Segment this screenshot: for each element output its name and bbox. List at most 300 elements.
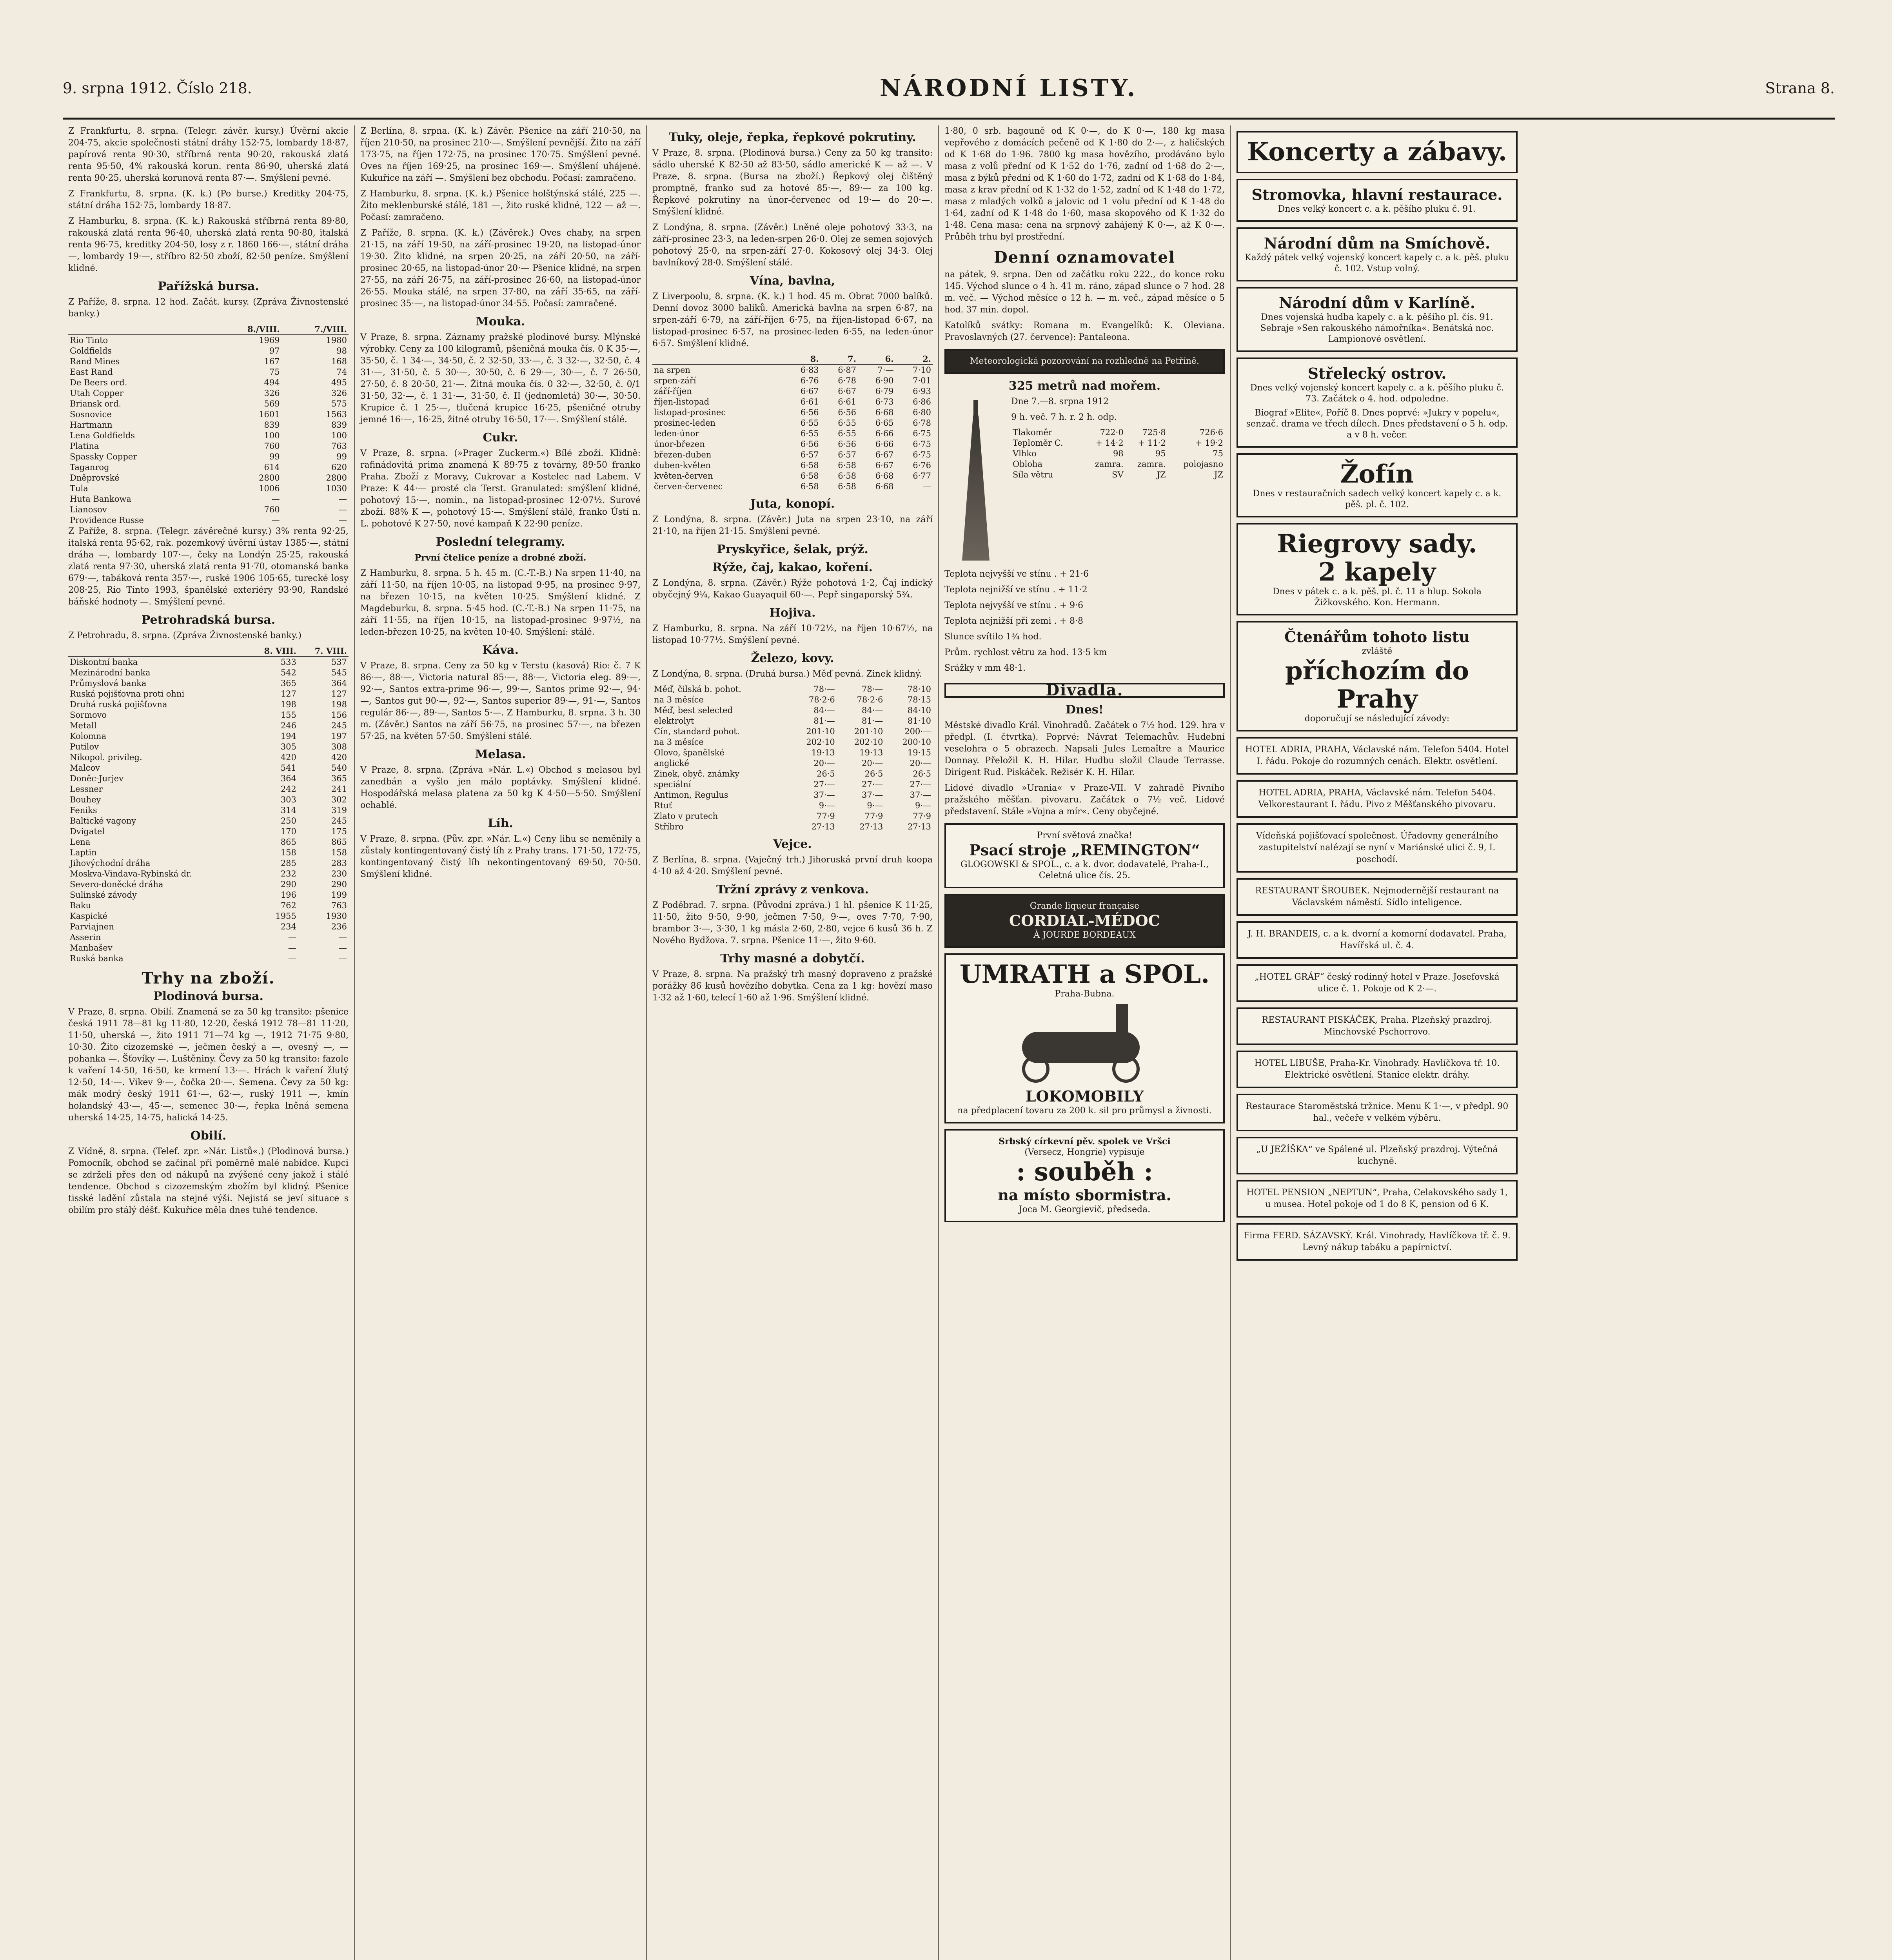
london-oils: Z Londýna, 8. srpna. (Závěr.) Lněné oleje pohotový 33·3, na září-prosinec 23·3, na leden-srpen 26·0. Olej ze semen sojových pohotový 25·0, na srpen-září 27·0. Kokosový olej 34·3. Olej bavlníkový 28·0. Smýšlení stálé. xyxy=(652,223,933,268)
table-row xyxy=(68,795,349,805)
smichov-title: Národní dům na Smíchově. xyxy=(1264,234,1491,252)
table-cell: 6·58 xyxy=(800,471,819,481)
table-cell: 1030 xyxy=(326,484,347,493)
table-header-cell: 7./VIII. xyxy=(281,324,349,335)
table-cell: 156 xyxy=(331,710,347,720)
table-cell: 364 xyxy=(331,679,347,688)
table-cell: 127 xyxy=(280,689,296,699)
strelecky-ad xyxy=(1237,358,1518,448)
table-cell: 6·73 xyxy=(875,397,894,407)
table-cell: 167 xyxy=(264,357,280,366)
table-cell: Olovo, španělské xyxy=(654,748,724,757)
locomobile-icon xyxy=(1006,1004,1163,1083)
table-cell: leden-únor xyxy=(654,429,699,438)
table-row xyxy=(68,890,349,900)
table-cell: Mezinárodní banka xyxy=(70,668,151,677)
remington-ad-address: GLOGOWSKI & SPOL., c. a k. dvor. dodavatelé, Praha-I., Celetná ulice čís. 25. xyxy=(960,860,1209,880)
table-row xyxy=(652,471,933,481)
table-cell: 545 xyxy=(331,668,347,677)
telegrams-text: Z Hamburku, 8. srpna. 5 h. 45 m. (C.-T.-B.) Na srpen 11·40, na září 11·50, na říjen 10·05, na listopad 9·95, na prosinec 9·97, na březen 10·15, na květen 10·25. Smýšlení klidné. Z Magdeburku, 8. srpna. 5·45 hod. (C.-T.-B.) Na srpen 11·75, na září 11·55, na říjen 10·15, na listopad-prosinec 9·97½, na leden-březen 10·25, na květen 10·40. Smýšlení: stálé. xyxy=(360,568,641,637)
cordial-ad-line: Grande liqueur française xyxy=(1030,901,1140,911)
choir-ad-line: Srbský církevní pěv. spolek ve Vršci xyxy=(999,1136,1171,1147)
choir-ad-subtitle: na místo sbormistra. xyxy=(998,1186,1171,1204)
telegrams-subtitle: První čtelice peníze a drobné zboží. xyxy=(414,553,586,563)
table-body xyxy=(652,365,933,492)
table-cell: + 14·2 xyxy=(1095,438,1124,448)
table-cell: 6·79 xyxy=(875,387,894,396)
table-cell: Parviajnen xyxy=(70,922,114,931)
table-cell: 200·— xyxy=(904,727,931,736)
riegrovy-sady-ad xyxy=(1237,523,1518,615)
table-cell: 158 xyxy=(280,848,296,857)
table-cell: 6·75 xyxy=(913,450,931,459)
table-cell: 175 xyxy=(331,827,347,836)
paris-bourse-table xyxy=(68,324,349,526)
table-cell: 285 xyxy=(280,858,296,868)
table-cell: 7·10 xyxy=(913,365,931,375)
table-cell: 199 xyxy=(331,890,347,900)
list-item: RESTAURANT ŠROUBEK. Nejmodernější restaurant na Václavském náměstí. Sídlo inteligence. xyxy=(1237,878,1518,916)
table-cell: Malcov xyxy=(70,763,100,773)
table-header-cell xyxy=(68,646,247,657)
table-header xyxy=(68,646,349,657)
table-cell: Stříbro xyxy=(654,822,684,831)
list-item: Srážky v mm 48·1. xyxy=(944,663,1026,673)
table-row xyxy=(68,773,349,784)
cordial-ad-title: CORDIAL-MÉDOC xyxy=(1009,912,1160,929)
table-row xyxy=(652,407,933,418)
table-row xyxy=(68,911,349,922)
list-item: Teplota nejnižší ve stínu . + 11·2 xyxy=(944,585,1088,595)
table-cell: 865 xyxy=(280,837,296,847)
grain-text: Z Vídně, 8. srpna. (Telef. zpr. »Nár. Listů«.) (Plodinová bursa.) Pomocník, obchod se začínal při poměrně malé nabídce. Kupci se zdrželi přes den od nákupů na zvýšené ceny jakož i stálé tendence. Obchod s cizozemským zbožím byl klidný. Pšenice tisské ladění zůstala na stejné výši. Nejistá se jeví situace s obilím pro stálý déšť. Kukuřice měla dnes tuhé tendence. xyxy=(68,1147,349,1215)
table-cell: Dvigatel xyxy=(70,827,105,836)
table-cell: 6·58 xyxy=(800,461,819,470)
table-cell: 420 xyxy=(280,753,296,762)
choir-ad-signature: Joca M. Georgievič, předseda. xyxy=(1019,1205,1151,1214)
page-header xyxy=(63,59,1835,120)
zofin-ad xyxy=(1237,453,1518,517)
table-cell: 6·66 xyxy=(875,439,894,449)
table-cell: Laptin xyxy=(70,848,97,857)
table-cell: anglické xyxy=(654,759,689,768)
daily-notices-title: Denní oznamovatel xyxy=(993,248,1176,267)
table-cell: 760 xyxy=(264,441,280,451)
table-cell: 202·10 xyxy=(806,737,835,747)
table-cell: Sosnovice xyxy=(70,410,112,419)
stromovka-ad xyxy=(1237,179,1518,222)
table-cell: Goldfields xyxy=(70,346,112,356)
page-number: Strana 8. xyxy=(1765,80,1835,97)
table-cell: Sulinské závody xyxy=(70,890,137,900)
table-cell: 6·68 xyxy=(875,408,894,417)
table-cell: Baltické vagony xyxy=(70,816,136,826)
table-cell: 6·61 xyxy=(800,397,819,407)
table-cell: 201·10 xyxy=(806,727,835,736)
table-cell: 6·87 xyxy=(838,365,857,375)
table-cell: — xyxy=(339,515,347,525)
table-cell: — xyxy=(271,515,280,525)
table-row xyxy=(652,748,933,758)
table-cell: 95 xyxy=(1155,449,1166,458)
table-cell: JZ xyxy=(1157,470,1166,479)
table-body xyxy=(68,657,349,964)
table-cell: 537 xyxy=(331,657,347,667)
table-cell: 6·57 xyxy=(838,450,857,459)
table-row xyxy=(68,720,349,731)
table-cell: 9·— xyxy=(915,801,931,810)
table-cell: 37·— xyxy=(910,790,931,800)
table-cell: 100 xyxy=(264,431,280,440)
table-cell: SV xyxy=(1112,470,1124,479)
table-header-cell: 8. xyxy=(783,354,820,365)
table-cell: 6·57 xyxy=(800,450,819,459)
table-row xyxy=(68,816,349,826)
table-cell: 6·65 xyxy=(875,418,894,428)
table-row xyxy=(652,376,933,386)
column-4 xyxy=(939,125,1231,1960)
jute-title: Juta, konopí. xyxy=(750,497,835,511)
readers-arrival: příchozím do Prahy xyxy=(1285,656,1469,714)
table-cell: 7·01 xyxy=(913,376,931,385)
table-cell: 6·83 xyxy=(800,365,819,375)
table-cell: 7·— xyxy=(877,365,894,375)
table-cell: Utah Copper xyxy=(70,388,123,398)
table-cell: 26·5 xyxy=(864,769,883,779)
list-item: Teplota nejnižší při zemi . + 8·8 xyxy=(944,616,1083,626)
rice-title: Rýže, čaj, kakao, koření. xyxy=(712,561,873,574)
table-cell: 283 xyxy=(331,858,347,868)
table-row xyxy=(68,505,349,515)
table-cell: 722·0 xyxy=(1100,428,1124,437)
table-cell: červen-červenec xyxy=(654,482,723,491)
table-row xyxy=(652,726,933,737)
table-row xyxy=(68,335,349,346)
table-row xyxy=(652,397,933,407)
table-row xyxy=(68,784,349,795)
table-cell: prosinec-leden xyxy=(654,418,715,428)
table-cell: Zinek, obyč. známky xyxy=(654,769,740,779)
table-row xyxy=(68,752,349,763)
columns xyxy=(63,125,1835,1960)
table-cell: speciální xyxy=(654,780,691,789)
table-header xyxy=(652,354,933,365)
table-cell: březen-duben xyxy=(654,450,712,459)
table-cell: polojasno xyxy=(1183,459,1223,469)
karlin-title: Národní dům v Karlíně. xyxy=(1278,294,1476,312)
table-cell: 365 xyxy=(331,774,347,783)
table-header-cell xyxy=(652,354,783,365)
table-row xyxy=(68,420,349,430)
table-cell: 127 xyxy=(331,689,347,699)
table-cell: 540 xyxy=(331,763,347,773)
table-row xyxy=(68,367,349,377)
table-row xyxy=(68,473,349,483)
table-cell: 1955 xyxy=(275,911,296,921)
readers-banner xyxy=(1237,621,1518,731)
flour-title: Mouka. xyxy=(476,315,525,328)
table-cell: 19·13 xyxy=(811,748,835,757)
sugar-title: Cukr. xyxy=(483,431,518,445)
readers-title: Čtenářům tohoto listu xyxy=(1284,628,1470,646)
umrath-ad-title: UMRATH a SPOL. xyxy=(959,960,1210,989)
coffee-title: Káva. xyxy=(482,643,519,657)
spirits-text: V Praze, 8. srpna. (Pův. zpr. »Nár. L.«) Ceny lihu se neměnily a zůstaly kontingentovaný čistý líh z Prahy trans. 171·50, 172·75, kontingentovaný čistý líh nekontingentovaný 69·50, 70·50. Smýšlení klidné. xyxy=(360,834,641,879)
table-row xyxy=(68,826,349,837)
table-cell: Platina xyxy=(70,441,99,451)
table-header-cell xyxy=(68,324,214,335)
column-1 xyxy=(63,125,355,1960)
table-cell: 762 xyxy=(280,901,296,910)
list-item: HOTEL ADRIA, PRAHA, Václavské nám. Telefon 5404. Velkorestaurant I. řádu. Pivo z Měšťanského pivovaru. xyxy=(1237,780,1518,818)
readers-line: zvláště xyxy=(1362,646,1393,656)
table-row xyxy=(652,822,933,832)
riegrovy-sady-text: Dnes v pátek c. a k. pěš. pl. č. 11 a hlup. Sokola Žižkovského. Kon. Hermann. xyxy=(1272,587,1482,608)
frankfurt-report: Z Frankfurtu, 8. srpna. (Telegr. závěr. kursy.) Úvěrní akcie 204·75, akcie společnosti státní dráhy 152·75, lombardy 18·87, papírová renta 90·30, stříbrná renta 90·20, rakouská zlatá renta 95·50, 4% rakouská korun. renta 86·90, uherská zlatá renta 90·25, uherská korunová renta 87·—. Smýšlení pevné. xyxy=(68,126,349,183)
table-cell: 839 xyxy=(331,420,347,430)
table-cell: na srpen xyxy=(654,365,690,375)
biograf-text: Biograf »Elite«, Poříč 8. Dnes poprvé: »Jukry v popelu«, senzač. drama ve třech dílech. Dnes představení o 5 h. odp. a v 8 h. večer. xyxy=(1246,408,1508,440)
table-header-cell: 7. VIII. xyxy=(298,646,349,657)
masthead-title: NÁRODNÍ LISTY. xyxy=(879,74,1138,102)
table-row xyxy=(68,869,349,879)
table-row xyxy=(652,779,933,790)
table-cell: 241 xyxy=(331,784,347,794)
table-cell: 78·10 xyxy=(907,684,931,694)
table-cell: Síla větru xyxy=(1013,470,1053,479)
table-cell: 9·— xyxy=(867,801,883,810)
table-cell: 27·— xyxy=(813,780,835,789)
table-cell: 290 xyxy=(331,880,347,889)
metals-table xyxy=(652,684,933,832)
newspaper-page xyxy=(63,59,1835,1960)
table-cell: Kaspické xyxy=(70,911,108,921)
liverpool-cotton: Z Liverpoolu, 8. srpna. (K. k.) 1 hod. 45 m. Obrat 7000 balíků. Denní dovoz 3000 balíků. Americká bavlna na srpen 6·87, na srpen-září 6·79, na září-říjen 6·75, na říjen-listopad 6·67, na listopad-prosinec 6·57, na prosinec-leden 6·55, na leden-únor 6·57. Smýšlení klidné. xyxy=(652,292,933,348)
table-cell: 100 xyxy=(331,431,347,440)
table-cell: 27·13 xyxy=(811,822,835,831)
list-item: Teplota nejvyšší ve stínu . + 9·6 xyxy=(944,601,1084,610)
table-cell: — xyxy=(288,954,296,963)
markets-title: Trhy na zboží. xyxy=(142,969,275,987)
cotton-table xyxy=(652,354,933,492)
table-cell: 6·55 xyxy=(838,418,857,428)
metals-text: Z Londýna, 8. srpna. (Druhá bursa.) Měď pevná. Zinek klidný. xyxy=(652,669,922,679)
table-cell: 84·— xyxy=(861,706,883,715)
table-cell: Moskva-Vindava-Rybinská dr. xyxy=(70,869,192,878)
table-row xyxy=(652,790,933,800)
table-cell: 78·— xyxy=(813,684,835,694)
petersburg-table xyxy=(68,646,349,964)
table-cell: Feniks xyxy=(70,806,97,815)
table-row xyxy=(652,428,933,439)
table-cell: zamra. xyxy=(1137,459,1166,469)
table-cell: JZ xyxy=(1214,470,1223,479)
stromovka-text: Dnes velký koncert c. a k. pěšího pluku č. 91. xyxy=(1278,204,1476,214)
table-cell: Sormovo xyxy=(70,710,107,720)
table-cell: 6·76 xyxy=(913,461,931,470)
table-cell: 303 xyxy=(280,795,296,804)
table-row xyxy=(68,388,349,399)
table-row xyxy=(68,742,349,752)
coffee-text: V Praze, 8. srpna. Ceny za 50 kg v Terstu (kasová) Rio: č. 7 K 86·—, 88·—, Victoria natural 85·—, 88·—, Victoria eleg. 89·—, 92·—, Santos extra-prime 96·—, 99·—, Santos prime 92·—, 94·—, Santos gut 90·—, 92·—, Santos superior 89·—, 91·—, Santos regulár 86·—, 89·—, Santos 5·—. Z Hamburku, 8. srpna. 3 h. 30 m. (Závěr.) Santos na září 56·75, na prosinec 57·—, na březen 57·25, na květen 57·50. Smýšlení stálé. xyxy=(360,661,641,741)
table-cell: 326 xyxy=(331,388,347,398)
table-cell: Zlato v prutech xyxy=(654,811,718,821)
urania-theatre: Lidové divadlo »Urania« v Praze-VII. V zahradě Pivního pražského měšťan. pivovaru. Začátek o 7½ več. Lidové představení. Stále »Vojna a mír«. Ceny obyčejné. xyxy=(944,783,1225,817)
table-cell: 319 xyxy=(331,806,347,815)
table-cell: Manbašev xyxy=(70,943,113,953)
table-cell: 77·9 xyxy=(817,811,835,821)
table-row xyxy=(652,365,933,376)
table-cell: 6·78 xyxy=(838,376,857,385)
table-row xyxy=(68,943,349,953)
table-cell: 6·58 xyxy=(838,461,857,470)
table-cell: Jihovýchodní dráha xyxy=(70,858,151,868)
meteorology-banner xyxy=(944,349,1225,374)
choir-ad-title: : souběh : xyxy=(1016,1157,1153,1187)
table-cell: 75 xyxy=(269,367,280,377)
table-cell: 6·58 xyxy=(800,482,819,491)
country-markets-title: Tržní zprávy z venkova. xyxy=(716,883,869,897)
grain-title: Obilí. xyxy=(190,1129,227,1143)
table-cell: 245 xyxy=(331,721,347,730)
readers-recommend: doporučují se následující závody: xyxy=(1304,714,1450,724)
jute-text: Z Londýna, 8. srpna. (Závěr.) Juta na srpen 23·10, na září 21·10, na říjen 21·15. Smýšlení pevné. xyxy=(652,515,933,536)
table-cell: 26·5 xyxy=(817,769,835,779)
eggs-text: Z Berlína, 8. srpna. (Vaječný trh.) Jihoruská první druh koopa 4·10 až 4·20. Smýšlení pevné. xyxy=(652,855,933,877)
table-row xyxy=(68,763,349,773)
table-cell: Vlhko xyxy=(1013,449,1037,458)
riegrovy-sady-bands: 2 kapely xyxy=(1318,557,1436,587)
table-row xyxy=(652,695,933,705)
table-row xyxy=(68,668,349,678)
table-cell: 202·10 xyxy=(854,737,883,747)
table-cell: 839 xyxy=(264,420,280,430)
table-cell: Bouhey xyxy=(70,795,101,804)
table-cell: 6·90 xyxy=(875,376,894,385)
table-cell: 314 xyxy=(280,806,296,815)
table-row xyxy=(68,858,349,869)
frankfurt-afterbourse: Z Frankfurtu, 8. srpna. (K. k.) (Po burse.) Kreditky 204·75, státní dráha 152·75, lombardy 18·87. xyxy=(68,189,349,211)
table-cell: srpen-září xyxy=(654,376,696,385)
table-cell: Rtuť xyxy=(654,801,672,810)
commodity-bourse-title: Plodinová bursa. xyxy=(153,989,263,1003)
wine-cotton-title: Vína, bavlna, xyxy=(750,274,835,288)
date-issue: 9. srpna 1912. Číslo 218. xyxy=(63,80,252,97)
table-row xyxy=(652,769,933,779)
table-row xyxy=(68,689,349,699)
paris-close: Z Paříže, 8. srpna. (Telegr. závěrečné kursy.) 3% renta 92·25, italská renta 95·62, rak. pozemkový úvěrní ústav 1385·—, státní dráha —, lombardy 107·—, čeky na Londýn 25·25, rakouská zlatá renta 97·30, uherská zlatá renta 91·70, otomanská banka 679·—, tabáková renta 357·—, ruské 1906 105·65, turecké losy 208·25, Rio Tinto 1993, španělské exteriéry 93·90, Randské báňské hodnoty —. Smýšlení pevné. xyxy=(68,526,349,607)
list-item: J. H. BRANDEIS, c. a k. dvorní a komorní dodavatel. Praha, Havířská ul. č. 4. xyxy=(1237,921,1518,959)
paris-grain: Z Paříže, 8. srpna. (K. k.) (Závěrek.) Oves chaby, na srpen 21·15, na září 19·50, na září-prosinec 19·20, na listopad-únor 19·30. Žito klidné, na srpen 20·25, na září 20·50, na září-prosinec 20·65, na listopad-únor 20·— Pšenice klidné, na srpen 27·55, na září 26·75, na září-prosinec 26·60, na listopad-únor 26·55. Mouka stálé, na srpen 37·80, na září 35·65, na září-prosinec 35·—, na listopad-únor 34·55. Počasí: zamračené. xyxy=(360,228,641,309)
strelecky-text: Dnes velký vojenský koncert kapely c. a k. pěšího pluku č. 73. Začátek o 4. hod. odpoledne. xyxy=(1250,383,1504,404)
riegrovy-sady-title: Riegrovy sady. xyxy=(1277,529,1477,559)
table-row xyxy=(652,737,933,748)
smichov-ad xyxy=(1237,227,1518,281)
column-3 xyxy=(647,125,939,1960)
table-cell: 6·75 xyxy=(913,439,931,449)
table-row xyxy=(68,483,349,494)
hamburg-grain: Z Hamburku, 8. srpna. (K. k.) Pšenice holštýnská stálé, 225 —. Žito meklenburské stálé, 181 —, žito ruské klidné, 122 — až —. Počasí: zamračeno. xyxy=(360,189,641,222)
paris-bourse-intro: Z Paříže, 8. srpna. 12 hod. Začát. kursy. (Zpráva Živnostenské banky.) xyxy=(68,297,349,319)
table-cell: Tlakoměr xyxy=(1013,428,1052,437)
table-row xyxy=(68,657,349,668)
column-5 xyxy=(1231,125,1523,1960)
table-cell: 1563 xyxy=(326,410,347,419)
concerts-title: Koncerty a zábavy. xyxy=(1247,137,1507,167)
table-cell: 305 xyxy=(280,742,296,751)
table-row xyxy=(68,678,349,689)
table-cell: 494 xyxy=(264,378,280,387)
table-row xyxy=(68,953,349,964)
table-cell: 84·10 xyxy=(907,706,931,715)
table-cell: Lessner xyxy=(70,784,103,794)
table-cell: Metall xyxy=(70,721,97,730)
table-row xyxy=(68,805,349,816)
table-header-cell: 8. VIII. xyxy=(247,646,298,657)
table-cell: 420 xyxy=(331,753,347,762)
table-cell: 302 xyxy=(331,795,347,804)
table-cell: 1930 xyxy=(326,911,347,921)
list-item: Prům. rychlost větru za hod. 13·5 km xyxy=(944,648,1107,657)
table-row xyxy=(652,386,933,397)
table-cell: 200·10 xyxy=(902,737,931,747)
table-cell: 84·— xyxy=(813,706,835,715)
petersburg-bourse-title: Petrohradská bursa. xyxy=(141,613,276,627)
table-header-cell: 6. xyxy=(858,354,895,365)
table-row xyxy=(68,699,349,710)
table-cell: Putilov xyxy=(70,742,99,751)
table-cell: — xyxy=(271,494,280,504)
table-cell: Huta Bankowa xyxy=(70,494,131,504)
choir-ad xyxy=(944,1129,1225,1222)
table-cell: 6·86 xyxy=(913,397,931,407)
table-cell: 230 xyxy=(331,869,347,878)
table-cell: 6·61 xyxy=(838,397,857,407)
meat-markets-title: Trhy masné a dobytčí. xyxy=(720,952,865,965)
table-cell: — xyxy=(339,505,347,514)
table-cell: 168 xyxy=(331,357,347,366)
table-cell: 170 xyxy=(280,827,296,836)
table-cell: 6·68 xyxy=(875,482,894,491)
table-cell: Průmyslová banka xyxy=(70,679,147,688)
table-cell: 245 xyxy=(331,816,347,826)
table-cell: 6·58 xyxy=(838,471,857,481)
table-cell: 364 xyxy=(280,774,296,783)
table-row xyxy=(68,837,349,848)
daily-notices-text: na pátek, 9. srpna. Den od začátku roku 222., do konce roku 145. Východ slunce o 4 h. 41 m. ráno, západ slunce o 7 hod. 28 m. več. — Východ měsíce o 12 h. — m. več., západ měsíce o 5 hod. 37 min. dopol. xyxy=(944,270,1225,315)
table-cell: Providence Russe xyxy=(70,515,144,525)
table-cell: 763 xyxy=(331,901,347,910)
table-cell: — xyxy=(288,933,296,942)
table-cell: 6·93 xyxy=(913,387,931,396)
commodity-bourse-text: V Praze, 8. srpna. Obilí. Znamená se za 50 kg transito: pšenice česká 1911 78—81 kg 11·80, 12·20, česká 1912 78—81 11·20, 11·50, uherská —, žito 1911 71—74 kg —, 1912 71·75 9·80, 10·30. Žito cizozemské —, ječmen český a —, ovesný —, — pohanka —. Šťovíky —. Luštěniny. Čevy za 50 kg transito: fazole k vaření 14·50, 16·50, ke krmení 13·—. Hrách k vaření žlutý 12·50, 14·—. Vikev 9·—, čočka 20·—. Semena. Čevy za 50 kg: mák modrý český 1911 61·—, 62·—, ruský 1911 —, kmín holandský 43·—, 45·—, semenec 30·—, řepka lněná semena uherská 14·25, 14·75, halická 14·25. xyxy=(68,1007,349,1123)
table-cell: 1601 xyxy=(259,410,280,419)
column-2 xyxy=(355,125,647,1960)
table-cell: De Beers ord. xyxy=(70,378,127,387)
table-cell: únor-březen xyxy=(654,439,705,449)
table-cell: 308 xyxy=(331,742,347,751)
table-row xyxy=(68,932,349,943)
table-header-cell: 2. xyxy=(895,354,933,365)
table-header-cell: 8./VIII. xyxy=(214,324,281,335)
fats-title: Tuky, oleje, řepka, řepkové pokrutiny. xyxy=(669,131,916,144)
table-cell: 78·— xyxy=(861,684,883,694)
table-cell: 246 xyxy=(280,721,296,730)
table-cell: 197 xyxy=(331,731,347,741)
table-cell: 37·— xyxy=(813,790,835,800)
table-cell: 198 xyxy=(280,700,296,709)
table-cell: 541 xyxy=(280,763,296,773)
